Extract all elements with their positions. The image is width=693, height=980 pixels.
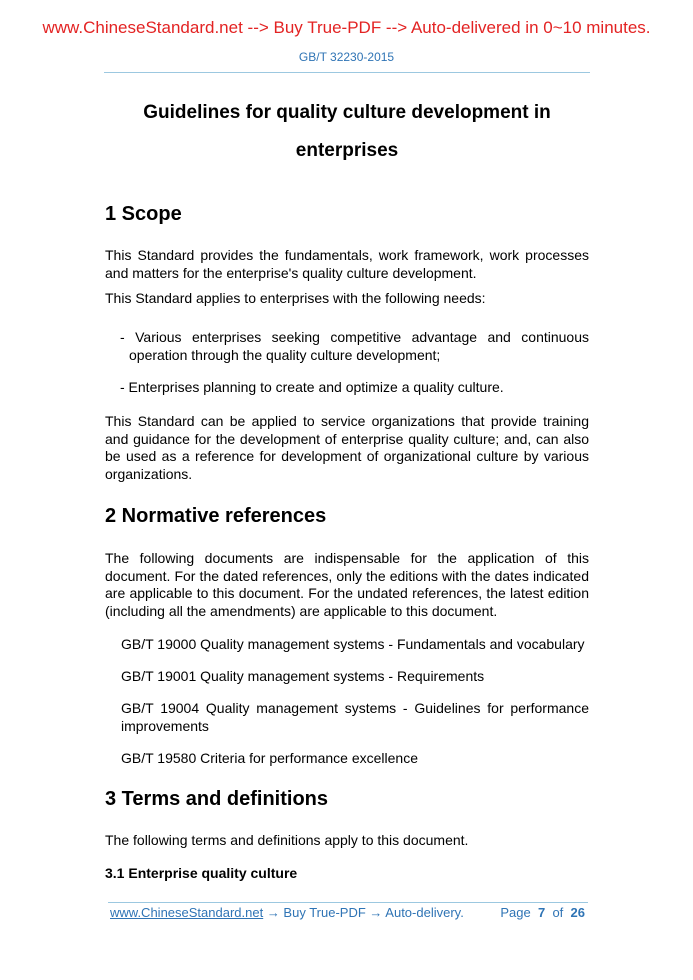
doc-title-line2: enterprises bbox=[295, 140, 399, 161]
page-total: 26 bbox=[570, 905, 585, 920]
reference-item: GB/T 19000 Quality management systems - Fundamentals and vocabulary bbox=[121, 636, 585, 652]
footer-divider bbox=[108, 902, 588, 903]
page-number: 7 bbox=[537, 905, 546, 920]
paragraph: The following documents are indispensable for the application of this document. For the dated references, only the editions with the dates indicated are applicable to this document. For the undated references, the latest edition (including all the amendments) are applicable to this document. bbox=[105, 550, 589, 619]
footer-text: → Buy True-PDF → Auto-delivery. bbox=[263, 905, 464, 920]
promo-banner: www.ChineseStandard.net --> Buy True-PDF --> Auto-delivered in 0~10 minutes. bbox=[42, 18, 651, 37]
reference-item: GB/T 19001 Quality management systems - Requirements bbox=[121, 668, 485, 684]
paragraph: The following terms and definitions apply to this document. bbox=[105, 832, 469, 848]
paragraph: This Standard can be applied to service organizations that provide training and guidance for the development of enterprise quality culture; and, can also be used as a reference for development of organizational culture by various organizations. bbox=[105, 413, 589, 482]
page-label: Page bbox=[500, 905, 531, 920]
paragraph: This Standard provides the fundamentals, work framework, work processes and matters for the enterprise's quality culture development. bbox=[105, 247, 589, 281]
subsection-heading: 3.1 Enterprise quality culture bbox=[105, 865, 298, 881]
header-divider bbox=[104, 72, 590, 73]
footer-link[interactable]: www.ChineseStandard.net bbox=[110, 905, 264, 920]
list-item: - Various enterprises seeking competitive advantage and continuous operation through the quality culture development; bbox=[120, 329, 589, 363]
page-indicator bbox=[500, 905, 585, 920]
section-heading-scope: 1 Scope bbox=[105, 203, 182, 225]
reference-item: GB/T 19580 Criteria for performance excellence bbox=[121, 750, 418, 766]
standard-number: GB/T 32230-2015 bbox=[298, 50, 395, 64]
of-label: of bbox=[552, 905, 564, 920]
doc-title-line1: Guidelines for quality culture development in bbox=[143, 102, 551, 123]
reference-item: GB/T 19004 Quality management systems - Guidelines for performance improvements bbox=[121, 700, 589, 734]
footer bbox=[110, 905, 585, 920]
section-heading-normative-references: 2 Normative references bbox=[105, 505, 327, 527]
section-heading-terms: 3 Terms and definitions bbox=[105, 788, 328, 810]
list-item: - Enterprises planning to create and optimize a quality culture. bbox=[120, 379, 504, 395]
paragraph: This Standard applies to enterprises with the following needs: bbox=[105, 290, 486, 306]
